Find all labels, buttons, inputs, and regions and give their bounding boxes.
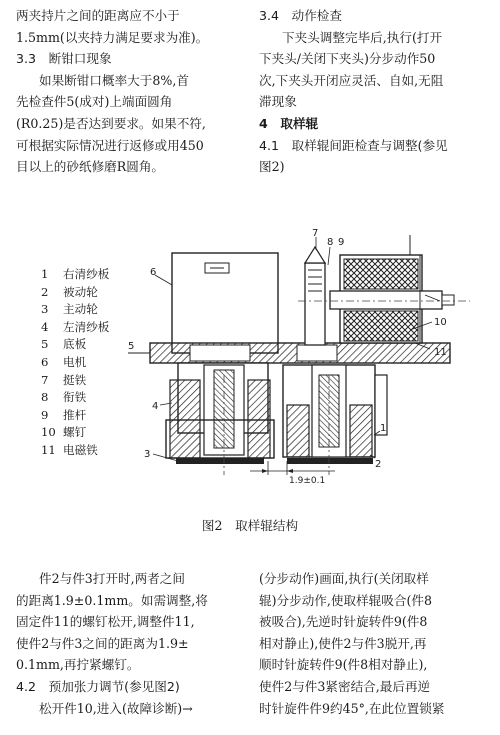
drive-roll-assembly [166, 363, 274, 464]
text-line: 图2) [259, 159, 285, 175]
top-right-column [259, 5, 448, 178]
callout-9: 9 [338, 237, 345, 248]
chapter-heading: 4 取样辊 [259, 115, 319, 131]
text-line: 0.1mm,再拧紧螺钉。 [16, 657, 140, 673]
text-line: 时针旋件件9约45°,在此位置锁紧 [259, 700, 445, 716]
figure-2 [0, 225, 500, 515]
section-heading: 4.2 预加张力调节(参见图2) [16, 678, 180, 694]
callout-8: 8 [327, 237, 334, 248]
text-line: 下夹头/关闭下夹头)分步动作50 [259, 51, 436, 67]
callout-1: 1 [380, 423, 387, 434]
text-line: 1.5mm(以夹持力满足要求为准)。 [16, 29, 209, 45]
text-line: 固定件11的螺钉松开,调整件11, [16, 614, 195, 630]
legend-item: 4 左清纱板 [41, 319, 110, 334]
legend-item: 9 推杆 [41, 407, 87, 422]
text-line: 被吸合),先逆时针旋转件9(件8 [259, 614, 428, 630]
base-plate [128, 343, 450, 363]
text-line: (分步动作)画面,执行(关闭取样 [259, 571, 429, 586]
text-line: 先检查件5(成对)上端面圆角 [16, 94, 173, 110]
text-line: 次,下夹头开闭应灵活、自如,无阻 [259, 72, 444, 88]
text-line: (R0.25)是否达到要求。如果不符, [16, 115, 206, 131]
text-line: 可根据实际情况进行返修或用450 [16, 137, 204, 153]
callout-10: 10 [434, 317, 447, 328]
legend-item: 8 衔铁 [41, 390, 87, 405]
callout-6: 6 [150, 267, 157, 278]
dimension-label: 1.9±0.1 [289, 476, 326, 486]
driven-roll-assembly [283, 365, 387, 464]
callout-2: 2 [375, 459, 382, 470]
section-heading: 3.3 断钳口现象 [16, 51, 112, 67]
text-line: 如果断钳口概率大于8%,首 [39, 72, 189, 88]
bottom-left-column [16, 568, 208, 719]
section-heading: 3.4 动作检查 [259, 8, 342, 23]
text-line: 松开件10,进入(故障诊断)→ [39, 700, 193, 716]
legend-item: 2 被动轮 [41, 284, 98, 299]
text-line: 使件2与件3紧密结合,最后再逆 [259, 678, 431, 694]
legend-item: 10 螺钉 [41, 425, 87, 440]
motor-housing [172, 253, 278, 353]
legend-item: 11 电磁铁 [41, 442, 98, 457]
text-line: 两夹持片之间的距离应不小于 [16, 8, 180, 23]
mechanism-drawing [0, 225, 500, 515]
text-line: 滞现象 [259, 94, 297, 110]
text-line: 顺时针旋转件9(件8相对静止), [259, 657, 428, 673]
figure-caption: 图2 取样辊结构 [201, 518, 299, 533]
text-line: 辊)分步动作,使取样辊吸合(件8 [259, 592, 432, 608]
callout-5: 5 [128, 341, 135, 352]
callout-11: 11 [434, 347, 447, 358]
text-line: 件2与件3打开时,两者之间 [39, 571, 185, 586]
legend-item: 1 右清纱板 [41, 267, 110, 281]
callout-3: 3 [144, 449, 151, 460]
legend-item: 5 底板 [41, 337, 87, 352]
plunger [305, 247, 325, 345]
text-line: 相对静止),使件2与件3脱开,再 [259, 635, 427, 651]
legend-item: 7 挺铁 [41, 372, 87, 387]
top-left-column [16, 5, 208, 178]
callout-4: 4 [152, 401, 159, 412]
legend-item: 3 主动轮 [41, 302, 98, 317]
legend-item: 6 电机 [41, 354, 87, 369]
text-line: 目以上的砂纸修磨R圆角。 [16, 159, 165, 175]
dimension-marker [250, 461, 335, 486]
bottom-right-column [259, 568, 444, 719]
text-line: 下夹头调整完毕后,执行(打开 [282, 29, 443, 45]
callout-7: 7 [312, 228, 319, 239]
text-line: 使件2与件3之间的距离为1.9± [16, 635, 189, 651]
section-heading: 4.1 取样辊间距检查与调整(参见 [259, 137, 448, 153]
text-line: 的距离1.9±0.1mm。如需调整,将 [16, 592, 208, 608]
